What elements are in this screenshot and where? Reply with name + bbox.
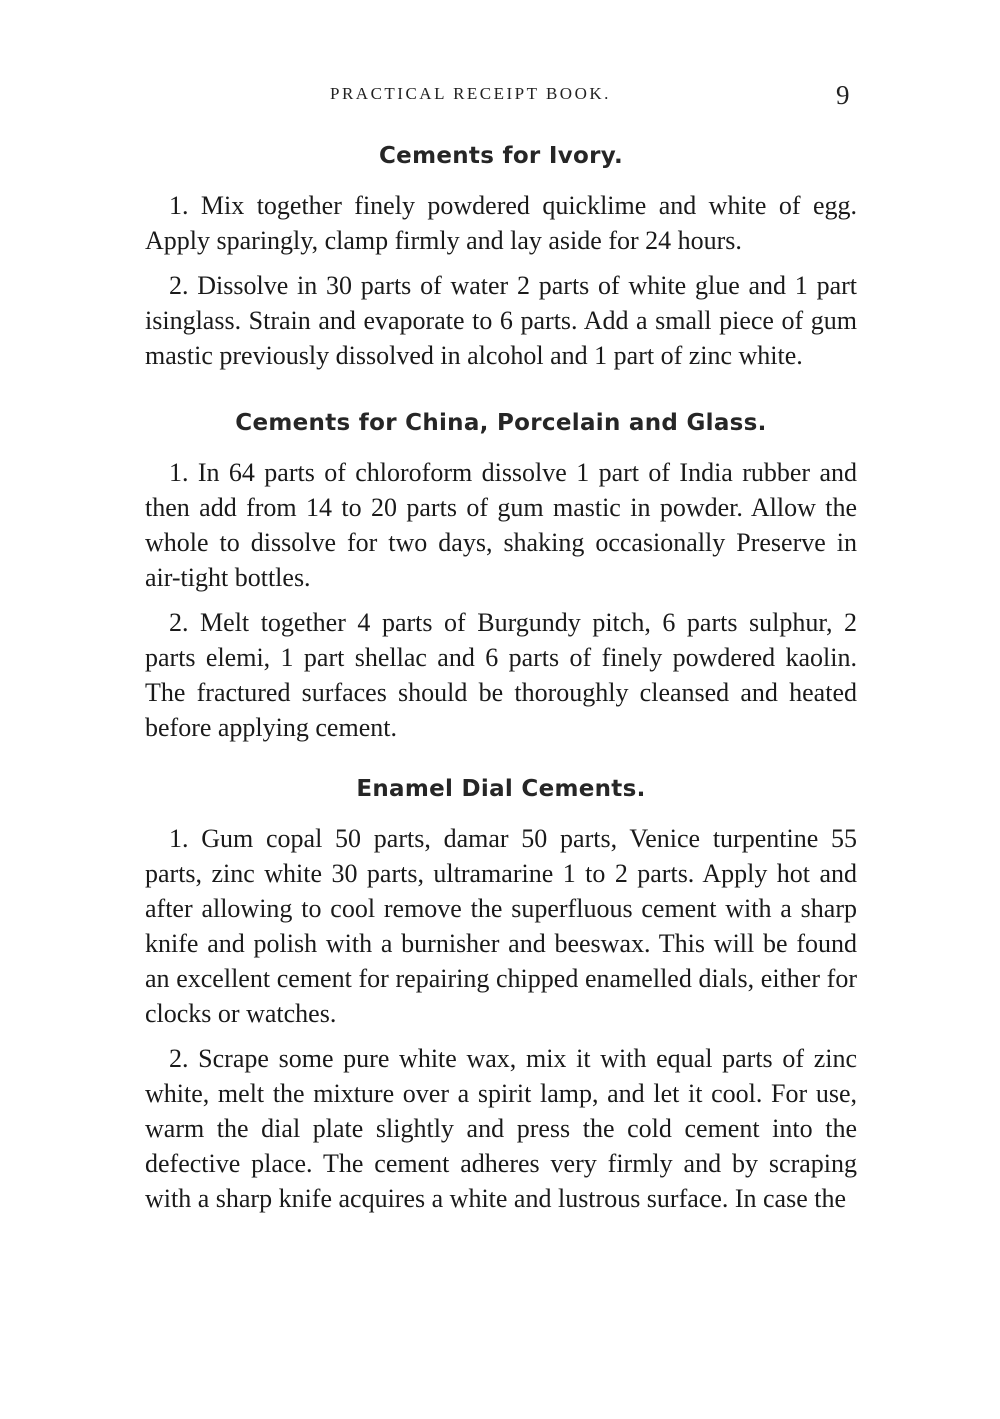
paragraph-enamel-1: 1. Gum copal 50 parts, damar 50 parts, Venice turpentine 55 parts, zinc white 30 parts, ultramarine 1 to 2 parts. Apply hot and after allowing to cool remove the superfluous cement with a sharp knife and polish with a burnisher and beeswax. This will be found an excellent cement for repairing chipped enamelled dials, either for clocks or watches. (145, 824, 857, 1028)
paragraph-ivory-2: 2. Dissolve in 30 parts of water 2 parts of white glue and 1 part isinglass. Strain and evaporate to 6 parts. Add a small piece of gum mastic previously dissolved in alcohol and 1 part of zinc white. (145, 271, 857, 370)
running-head (0, 80, 1000, 110)
section-heading-china: Cements for China, Porcelain and Glass. (235, 410, 767, 436)
section-heading-ivory: Cements for Ivory. (379, 143, 623, 169)
paragraph-china-2: 2. Melt together 4 parts of Burgundy pitch, 6 parts sulphur, 2 parts elemi, 1 part shellac and 6 parts of finely powdered kaolin. The fractured surfaces should be thoroughly cleansed and heated before applying cement. (145, 608, 857, 742)
page-number: 9 (836, 80, 850, 110)
body-text (145, 136, 857, 1216)
section-heading-enamel: Enamel Dial Cements. (356, 776, 646, 802)
paragraph-china-1: 1. In 64 parts of chloroform dissolve 1 part of India rubber and then add from 14 to 20 parts of gum mastic in powder. Allow the whole to dissolve for two days, shaking occasionally Preserve in air-tight bottles. (145, 458, 857, 592)
running-title: PRACTICAL RECEIPT BOOK. (330, 84, 611, 103)
paragraph-enamel-2: 2. Scrape some pure white wax, mix it with equal parts of zinc white, melt the mixture over a spirit lamp, and let it cool. For use, warm the dial plate slightly and press the cold cement into the defective place. The cement adheres very firmly and by scraping with a sharp knife acquires a white and lustrous surface. In case the (145, 1044, 857, 1213)
paragraph-ivory-1: 1. Mix together finely powdered quicklime and white of egg. Apply sparingly, clamp firmly and lay aside for 24 hours. (145, 191, 857, 255)
